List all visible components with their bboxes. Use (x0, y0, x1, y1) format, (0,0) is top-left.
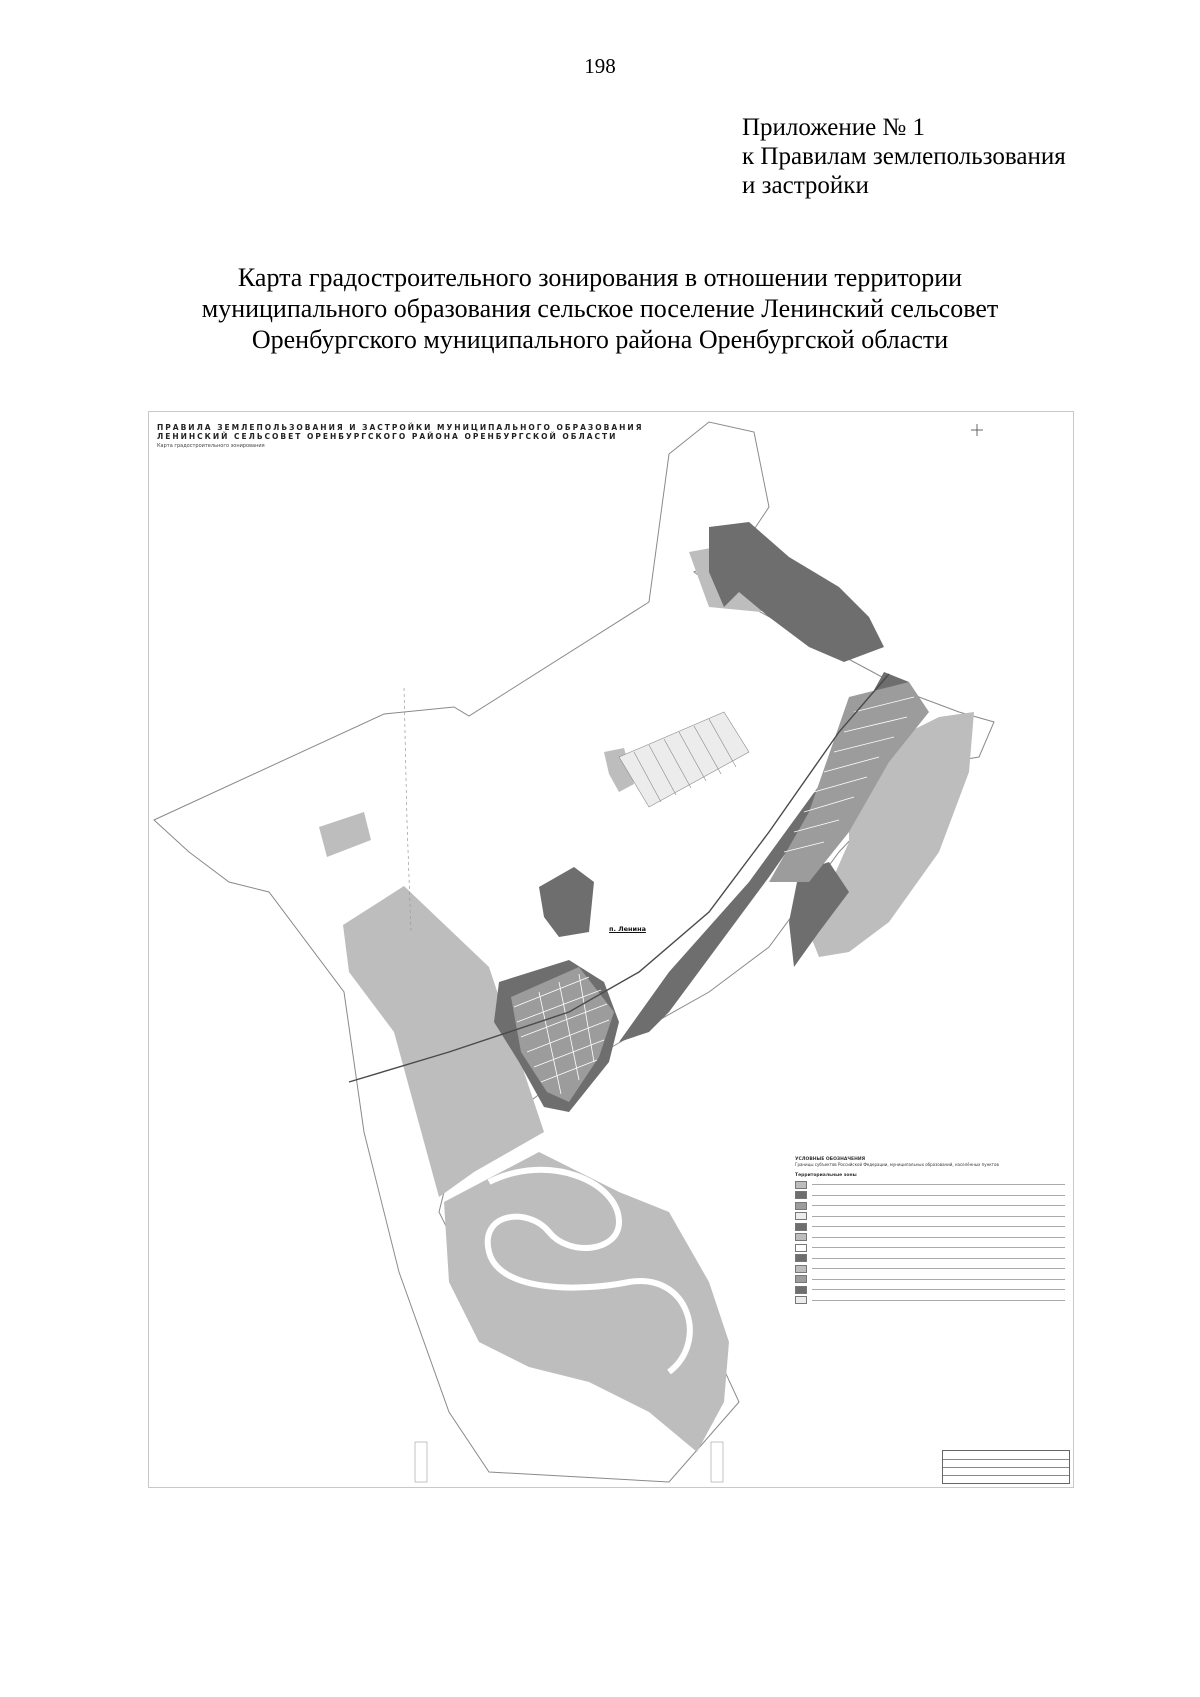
north-arrow-icon (971, 424, 983, 436)
zoning-map (148, 411, 1074, 1488)
appendix-line-3: и застройки (742, 172, 869, 199)
legend-zones-heading: Территориальные зоны (795, 1173, 857, 1178)
title-line-1: Карта градостроительного зонирования в отношении территории (237, 263, 963, 292)
page-number: 198 (584, 54, 616, 78)
legend-subtitle: Границы субъектов Российской Федерации, муниципальных образований, населённых пунктов (795, 1162, 999, 1167)
legend-row (795, 1254, 1065, 1262)
appendix-line-2: к Правилам землепользования (742, 143, 1066, 170)
map-header-line-2: ЛЕНИНСКИЙ СЕЛЬСОВЕТ ОРЕНБУРГСКОГО РАЙОНА ОРЕНБУРГСКОЙ ОБЛАСТИ (157, 432, 618, 441)
zone-river-south (444, 1152, 729, 1452)
appendix-line-1: Приложение № 1 (742, 114, 926, 141)
legend-row (795, 1202, 1065, 1210)
title-line-3: Оренбургского муниципального района Оренбургской области (251, 325, 949, 354)
legend-row (795, 1233, 1065, 1241)
map-legend (795, 1157, 1065, 1307)
map-header (157, 423, 643, 441)
place-label: п. Ленина (609, 925, 646, 933)
legend-row (795, 1275, 1065, 1283)
legend-row (795, 1212, 1065, 1220)
zoning-map-drawing (149, 412, 1073, 1487)
zone-riverbank-north (709, 522, 884, 662)
legend-row (795, 1191, 1065, 1199)
legend-title: УСЛОВНЫЕ ОБОЗНАЧЕНИЯ (795, 1157, 866, 1162)
appendix-note (742, 113, 1066, 200)
legend-row (795, 1286, 1065, 1294)
document-title (0, 262, 1200, 355)
title-line-2: муниципального образования сельское поселение Ленинский сельсовет (201, 294, 999, 323)
zone-dark-north-village (539, 867, 594, 937)
garden-plots (619, 712, 749, 807)
legend-row (795, 1181, 1065, 1189)
legend-row (795, 1296, 1065, 1304)
title-block-stamp (942, 1450, 1070, 1484)
map-header-line-1: ПРАВИЛА ЗЕМЛЕПОЛЬЗОВАНИЯ И ЗАСТРОЙКИ МУНИЦИПАЛЬНОГО ОБРАЗОВАНИЯ (157, 423, 644, 432)
legend-row (795, 1244, 1065, 1252)
legend-row (795, 1223, 1065, 1231)
map-subtitle: Карта градостроительного зонирования (157, 443, 265, 449)
legend-row (795, 1265, 1065, 1273)
zone-small-west (319, 812, 371, 857)
